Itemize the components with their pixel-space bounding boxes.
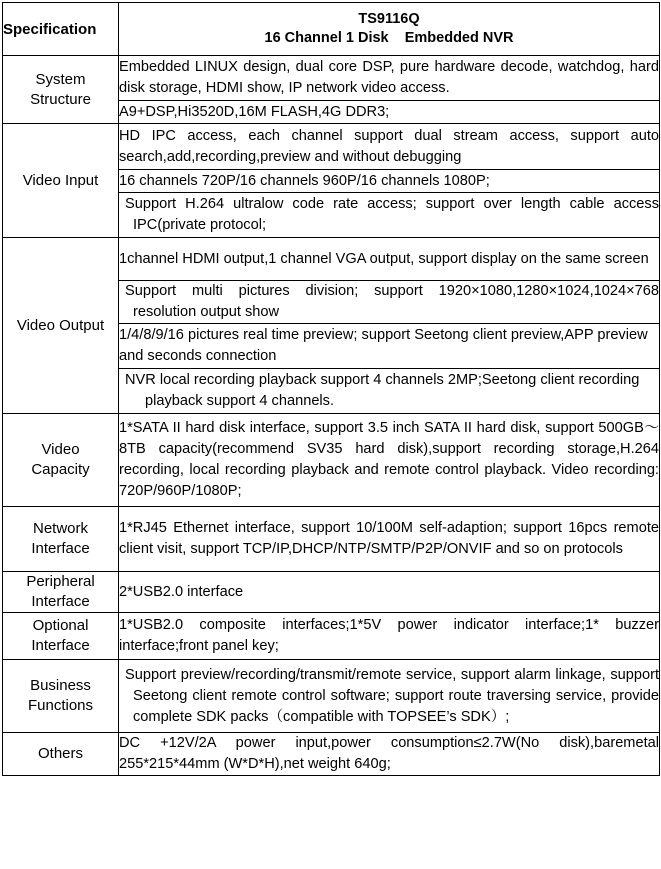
row-label-video-capacity: Video Capacity [3,414,119,507]
value-cell: 1*SATA II hard disk interface, support 3.5 inch SATA II hard disk, support 500GB～8TB capacity(recommend SV35 hard disk),support recording storage,H.264 recording, local recording playback and remote control playback. Video recording: 720P/960P/1080P; [119,414,660,507]
table-row [3,613,660,660]
value-cell: 1*USB2.0 composite interfaces;1*5V power indicator interface;1* buzzer interface;front panel key; [119,613,660,660]
row-label-network-interface: Network Interface [3,507,119,572]
row-label-others: Others [3,733,119,776]
table-row [3,733,660,776]
model-description: 16 Channel 1 Disk Embedded NVR [264,30,514,46]
row-label-video-input: Video Input [3,124,119,238]
model-header [119,3,660,56]
specification-table [2,2,660,776]
value-cell: Support H.264 ultralow code rate access; support over length cable access IPC(private protocol; [119,193,660,238]
table-row [3,660,660,733]
value-cell: NVR local recording playback support 4 channels 2MP;Seetong client recording playback support 4 channels. [119,369,660,414]
row-label-optional-interface: Optional Interface [3,613,119,660]
row-label-video-output: Video Output [3,238,119,414]
value-cell: Support preview/recording/transmit/remote service, support alarm linkage, support Seetong client remote control software; support route traversing service, provide complete SDK packs（compatible with TOPSEE’s SDK）; [119,660,660,733]
value-cell: A9+DSP,Hi3520D,16M FLASH,4G DDR3; [119,101,660,124]
table-row [3,238,660,281]
spec-header-label: Specification [3,3,119,56]
value-cell: 1channel HDMI output,1 channel VGA output, support display on the same screen [119,238,660,281]
value-cell: DC +12V/2A power input,power consumption≤2.7W(No disk),baremetal 255*215*44mm (W*D*H),net weight 640g; [119,733,660,776]
table-row [3,56,660,101]
table-row [3,124,660,170]
table-row [3,507,660,572]
table-row [3,572,660,613]
row-label-peripheral-interface: Peripheral Interface [3,572,119,613]
value-cell: Embedded LINUX design, dual core DSP, pure hardware decode, watchdog, hard disk storage, HDMI show, IP network video access. [119,56,660,101]
value-cell: Support multi pictures division; support 1920×1080,1280×1024,1024×768 resolution output show [119,281,660,324]
value-cell: HD IPC access, each channel support dual stream access, support auto search,add,recording,preview and without debugging [119,124,660,170]
value-cell: 1*RJ45 Ethernet interface, support 10/100M self-adaption; support 16pcs remote client visit, support TCP/IP,DHCP/NTP/SMTP/P2P/ONVIF and so on protocols [119,507,660,572]
table-row [3,414,660,507]
row-label-business-functions: Business Functions [3,660,119,733]
value-cell: 1/4/8/9/16 pictures real time preview; support Seetong client preview,APP preview and seconds connection [119,324,660,369]
model-name: TS9116Q [358,11,420,27]
header-row [3,3,660,56]
value-cell: 2*USB2.0 interface [119,572,660,613]
value-cell: 16 channels 720P/16 channels 960P/16 channels 1080P; [119,170,660,193]
row-label-system-structure: System Structure [3,56,119,124]
